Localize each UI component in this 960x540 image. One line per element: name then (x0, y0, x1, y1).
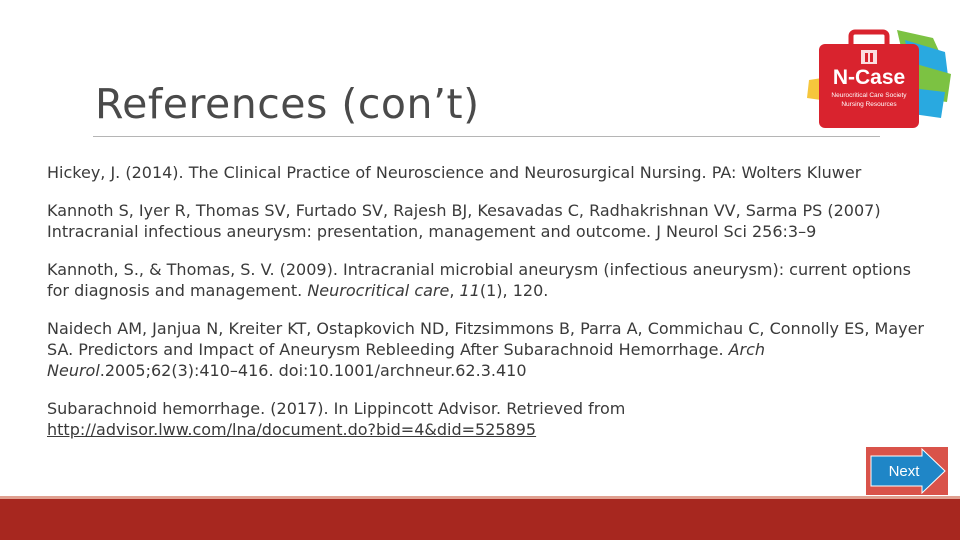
reference-citation: .2005;62(3):410–416. doi:10.1001/archneur.62.3.410 (99, 361, 527, 380)
reference-text: Kannoth, S., & Thomas, S. V. (2009). Intracranial microbial aneurysm (infectious aneurysm): current options for diagnosis and management. (47, 260, 911, 300)
next-button-label: Next (888, 463, 920, 480)
reference-journal: Neurocritical care (307, 281, 450, 300)
reference-separator: , (449, 281, 460, 300)
reference-text: Kannoth S, Iyer R, Thomas SV, Furtado SV, Rajesh BJ, Kesavadas C, Radhakrishnan VV, Sarma PS (2007) Intracranial infectious aneurysm: presentation, management and outcome. J Neurol Sci 256:3–9 (47, 201, 881, 241)
n-case-logo (805, 22, 953, 134)
references-list (47, 162, 927, 457)
footer-bar (0, 499, 960, 540)
reference-text: Naidech AM, Janjua N, Kreiter KT, Ostapkovich ND, Fitzsimmons B, Parra A, Commichau C, Connolly ES, Mayer SA. Predictors and Impact of Aneurysm Rebleeding After Subarachnoid Hemorrhage. (47, 319, 925, 359)
page-title: References (con’t) (95, 80, 480, 128)
reference-journal: Arch Neurol (47, 340, 766, 380)
reference-text: Subarachnoid hemorrhage. (2017). In Lippincott Advisor. Retrieved from (47, 399, 626, 418)
reference-link[interactable]: http://advisor.lww.com/lna/document.do?bid=4&did=525895 (47, 420, 537, 439)
reference-item (47, 318, 927, 381)
reference-item (47, 200, 927, 242)
logo-subtitle-1: Neurocritical Care Society (831, 92, 907, 99)
reference-item (47, 162, 927, 183)
reference-issue: (1), 120. (479, 281, 549, 300)
next-button[interactable] (866, 447, 948, 495)
reference-text: Hickey, J. (2014). The Clinical Practice of Neuroscience and Neurosurgical Nursing. PA: Wolters Kluwer (47, 163, 862, 182)
reference-item (47, 398, 927, 440)
reference-volume: 11 (459, 281, 480, 300)
logo-subtitle-2: Nursing Resources (841, 101, 897, 108)
reference-item (47, 259, 927, 301)
logo-title: N-Case (832, 66, 906, 89)
title-divider (93, 136, 880, 137)
